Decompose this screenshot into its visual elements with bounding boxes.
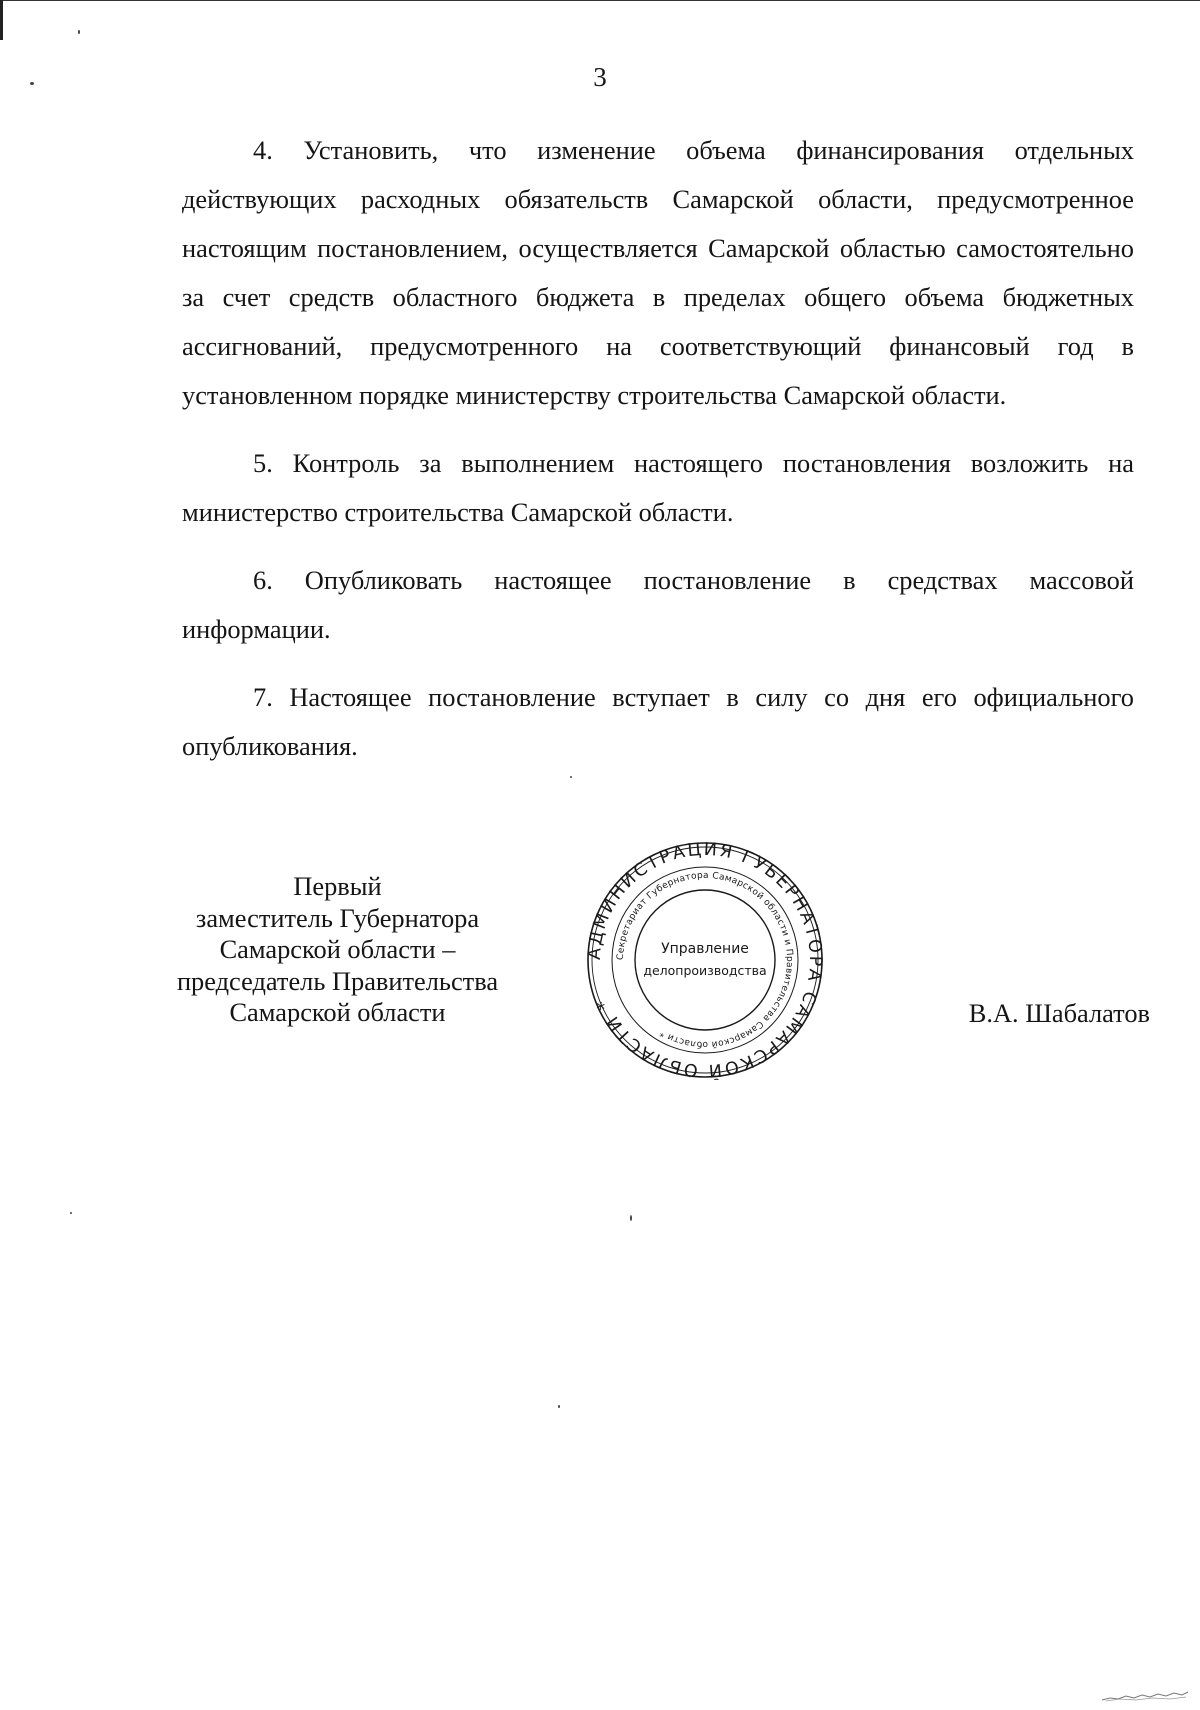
paragraph-7: 7. Настоящее постановление вступает в силу со дня его официального опубликования. <box>182 682 1134 761</box>
signatory-name: В.А. Шабалатов <box>968 998 1150 1028</box>
page-number: 3 <box>593 62 607 92</box>
scan-speck <box>30 82 34 85</box>
scan-corner-noise <box>1100 1690 1190 1702</box>
position-line: заместитель Губернатора <box>195 902 480 933</box>
position-line: председатель Правительства <box>176 965 499 996</box>
scan-speck <box>630 1215 632 1221</box>
seal-center-line-2: делопроизводства <box>643 963 767 978</box>
scan-top-edge <box>0 0 1200 1</box>
paragraph-4: 4. Установить, что изменение объема финансирования отдельных действующих расходных обязательств Самарской области, предусмотренное настоящим постановлением, осуществляется Самарской областью самостоятельно за счет средств областного бюджета в пределах общего объема бюджетных ассигнований, предусмотренного на соответствующий финансовый год в установленном порядке министерству строительства Самарской области. <box>182 135 1134 410</box>
scan-speck <box>558 1405 560 1408</box>
svg-text:Секретариат Губернатора Самарс <box>616 871 794 1049</box>
scan-speck <box>78 30 80 34</box>
official-seal <box>585 840 825 1080</box>
scan-speck <box>70 1212 72 1214</box>
position-line: Самарской области <box>229 997 446 1027</box>
paragraph-5: 5. Контроль за выполнением настоящего постановления возложить на министерство строительства Самарской области. <box>182 448 1134 527</box>
scan-left-edge <box>0 0 3 40</box>
seal-center-line-1: Управление <box>661 941 749 957</box>
position-line: Самарской области – <box>219 934 456 964</box>
paragraph-6: 6. Опубликовать настоящее постановление в средствах массовой информации. <box>182 565 1134 644</box>
position-line: Первый <box>293 871 382 901</box>
scan-speck <box>570 776 572 778</box>
signatory-position <box>160 871 515 1029</box>
seal-outer-text: АДМИНИСТРАЦИЯ ГУБЕРНАТОРА САМАРСКОЙ ОБЛАСТИ * <box>585 840 825 1080</box>
document-body <box>182 126 1134 790</box>
seal-inner-text: Секретариат Губернатора Самарской области и Правительства Самарской области * <box>615 870 795 1050</box>
